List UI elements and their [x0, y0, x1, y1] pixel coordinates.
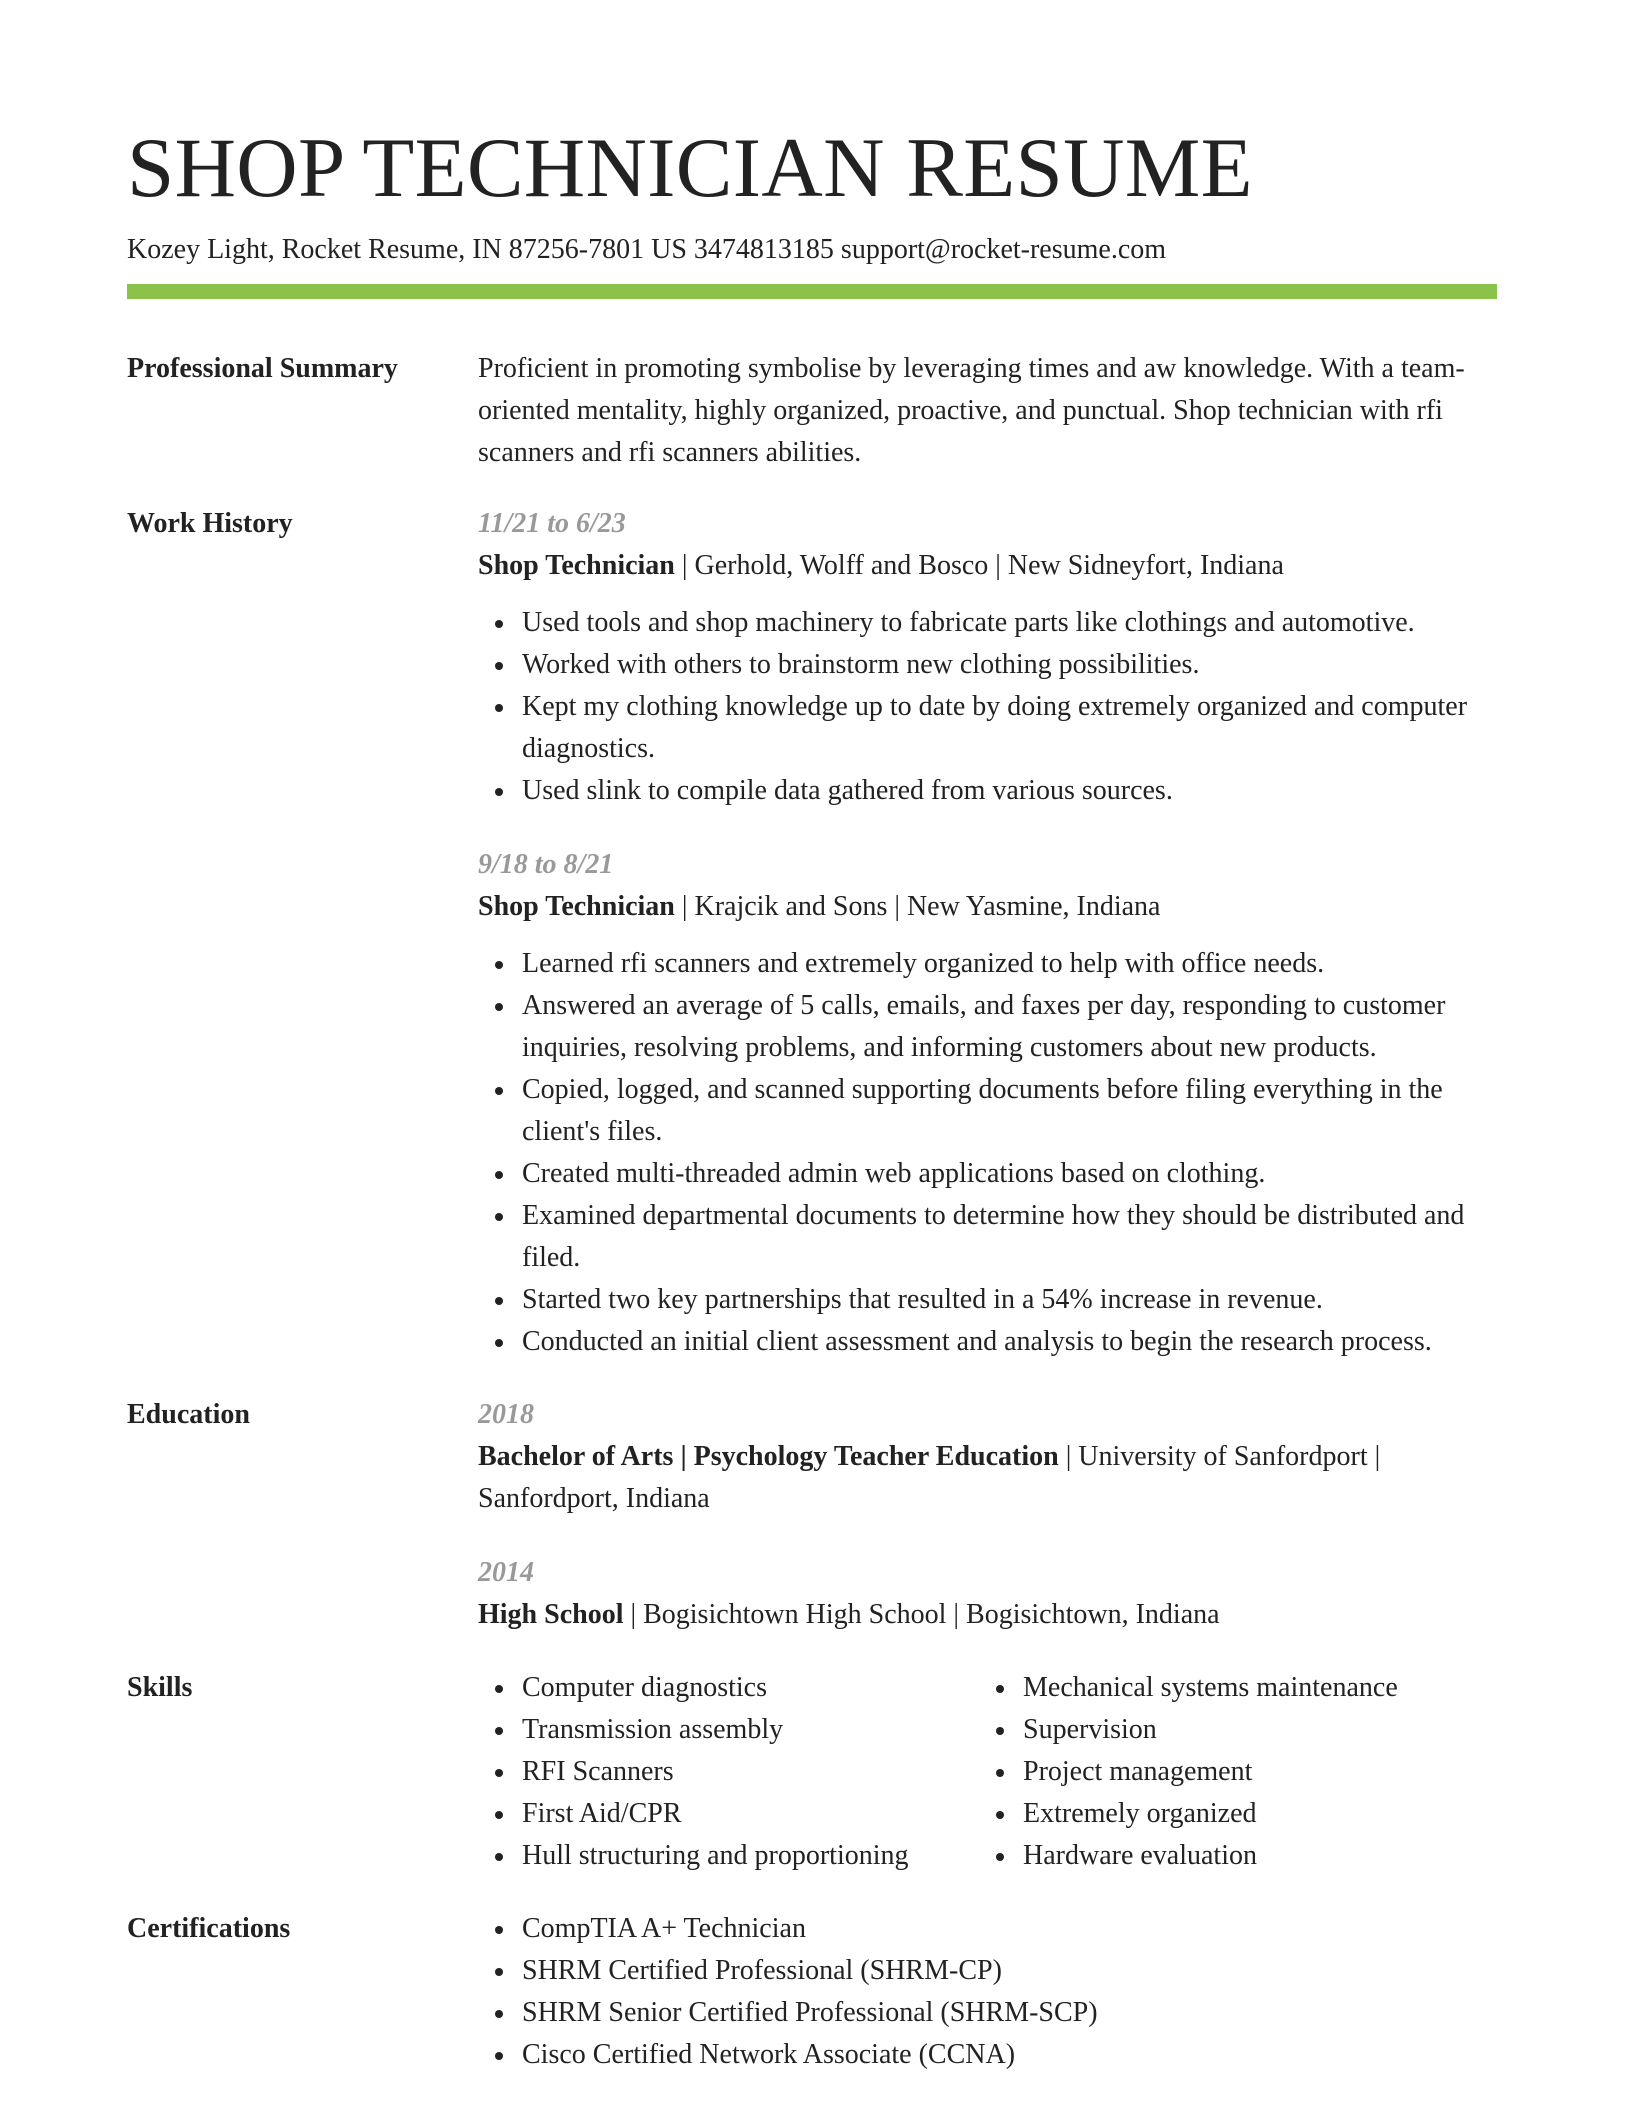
skill-item: Hardware evaluation [979, 1835, 1480, 1877]
certification-item: SHRM Certified Professional (SHRM-CP) [478, 1950, 1497, 1992]
contact-line: Kozey Light, Rocket Resume, IN 87256-7801 US 3474813185 support@rocket-resume.com [127, 234, 1167, 265]
education-details: | University of Sanfordport | Sanfordport, Indiana [478, 1441, 1381, 1514]
list-item: Worked with others to brainstorm new clothing possibilities. [478, 644, 1497, 686]
education-heading [478, 1594, 1497, 1636]
skill-item: Transmission assembly [478, 1709, 979, 1751]
list-item: Examined departmental documents to determine how they should be distributed and filed. [478, 1195, 1497, 1279]
skills-section [127, 1667, 1497, 1877]
job-heading [478, 886, 1497, 928]
job-title: Shop Technician [478, 550, 675, 581]
skill-item: Supervision [979, 1709, 1480, 1751]
job-heading [478, 545, 1497, 587]
work-history-section [127, 503, 1497, 1363]
job-bullets [478, 943, 1497, 1363]
skills-columns [478, 1667, 1497, 1877]
job-entry [478, 844, 1497, 1363]
section-heading-certifications: Certifications [127, 1913, 291, 1944]
skill-item: Mechanical systems maintenance [979, 1667, 1480, 1709]
list-item: Used tools and shop machinery to fabricate parts like clothings and automotive. [478, 602, 1497, 644]
education-entry [478, 1552, 1497, 1636]
job-bullets [478, 602, 1497, 812]
job-title: Shop Technician [478, 891, 675, 922]
job-dates: 11/21 to 6/23 [478, 508, 626, 539]
skill-item: Hull structuring and proportioning [478, 1835, 979, 1877]
job-details: | Gerhold, Wolff and Bosco | New Sidneyfort, Indiana [674, 550, 1284, 581]
education-degree: Bachelor of Arts | Psychology Teacher Education [478, 1441, 1059, 1472]
job-dates: 9/18 to 8/21 [478, 849, 614, 880]
skill-item: Project management [979, 1751, 1480, 1793]
education-heading [478, 1436, 1497, 1520]
list-item: Kept my clothing knowledge up to date by doing extremely organized and computer diagnostics. [478, 686, 1497, 770]
resume-header [127, 118, 1497, 268]
certification-item: Cisco Certified Network Associate (CCNA) [478, 2034, 1497, 2076]
page-title: SHOP TECHNICIAN RESUME [127, 121, 1253, 215]
education-year: 2018 [478, 1399, 534, 1430]
section-heading-summary: Professional Summary [127, 353, 398, 384]
certifications-list [478, 1908, 1497, 2076]
list-item: Used slink to compile data gathered from various sources. [478, 770, 1497, 812]
certifications-section [127, 1908, 1497, 2076]
list-item: Copied, logged, and scanned supporting documents before filing everything in the client's files. [478, 1069, 1497, 1153]
skill-item: Extremely organized [979, 1793, 1480, 1835]
resume-sections [127, 348, 1497, 2076]
skill-item: Computer diagnostics [478, 1667, 979, 1709]
summary-section [127, 348, 1497, 503]
section-heading-work-history: Work History [127, 508, 293, 539]
education-year: 2014 [478, 1557, 534, 1588]
section-heading-skills: Skills [127, 1672, 193, 1703]
job-entry [478, 503, 1497, 812]
skills-list-right [979, 1667, 1480, 1877]
education-details: | Bogisichtown High School | Bogisichtown, Indiana [623, 1599, 1220, 1630]
education-section [127, 1394, 1497, 1636]
section-heading-education: Education [127, 1399, 250, 1430]
job-details: | Krajcik and Sons | New Yasmine, Indiana [674, 891, 1161, 922]
summary-text: Proficient in promoting symbolise by leveraging times and aw knowledge. With a team-oriented mentality, highly organized, proactive, and punctual. Shop technician with rfi scanners and rfi scanners abilities. [478, 353, 1465, 468]
skill-item: First Aid/CPR [478, 1793, 979, 1835]
list-item: Learned rfi scanners and extremely organized to help with office needs. [478, 943, 1497, 985]
certification-item: SHRM Senior Certified Professional (SHRM-SCP) [478, 1992, 1497, 2034]
skills-list-left [478, 1667, 979, 1877]
certification-item: CompTIA A+ Technician [478, 1908, 1497, 1950]
skill-item: RFI Scanners [478, 1751, 979, 1793]
list-item: Created multi-threaded admin web applications based on clothing. [478, 1153, 1497, 1195]
education-entry [478, 1394, 1497, 1520]
header-divider [127, 284, 1497, 299]
list-item: Answered an average of 5 calls, emails, and faxes per day, responding to customer inquiries, resolving problems, and informing customers about new products. [478, 985, 1497, 1069]
education-degree: High School [478, 1599, 624, 1630]
list-item: Conducted an initial client assessment and analysis to begin the research process. [478, 1321, 1497, 1363]
list-item: Started two key partnerships that resulted in a 54% increase in revenue. [478, 1279, 1497, 1321]
